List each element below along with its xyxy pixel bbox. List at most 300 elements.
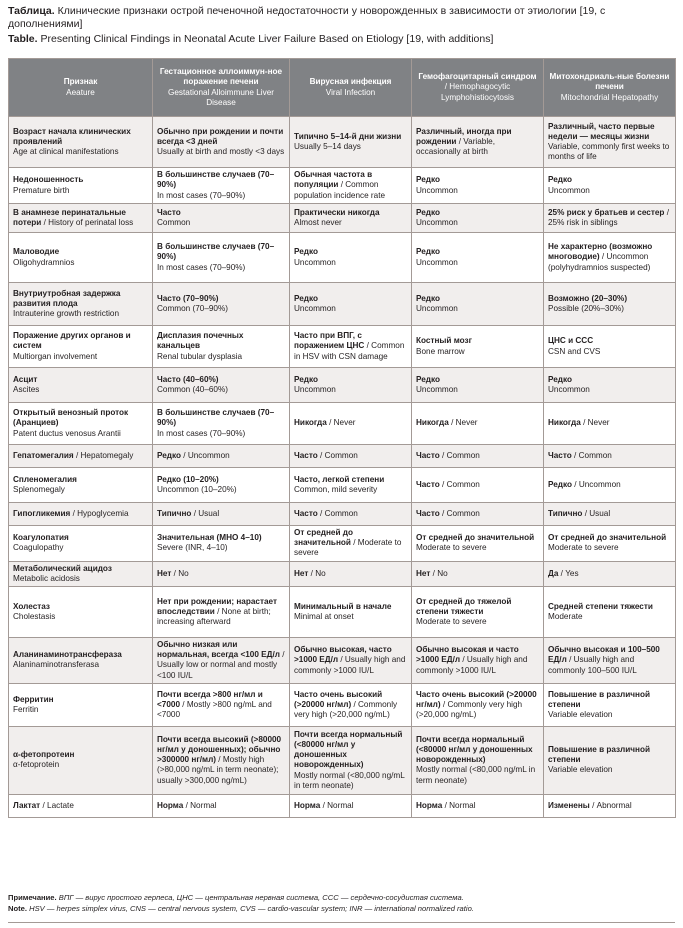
cell-en-text: Common (70–90%)	[157, 304, 228, 313]
cell-ru-text: Никогда	[548, 418, 581, 428]
cell-en-text: / Uncommon	[183, 450, 230, 460]
note-en	[8, 903, 675, 914]
cell-ru-text: Гипогликемия	[13, 508, 71, 518]
cell-ru-text: Редко	[294, 374, 318, 384]
cell-ru-text: Минимальный в начале	[294, 601, 392, 611]
cell-en-text: / 25% risk in siblings	[548, 207, 669, 227]
table-cell	[290, 368, 412, 403]
feature-cell	[9, 368, 153, 403]
cell-en-text: Minimal at onset	[294, 612, 354, 622]
cell-en-text: / Usual	[584, 508, 611, 518]
cell-ru-text: Средней степени тяжести	[548, 601, 653, 611]
cell-ru-text: ЦНС и ССС	[548, 336, 594, 346]
table-row	[9, 503, 676, 526]
table-cell	[412, 204, 544, 233]
table-cell	[153, 561, 290, 586]
table-row	[9, 326, 676, 368]
cell-en-text: Bone marrow	[416, 346, 465, 356]
table-cell	[544, 204, 676, 233]
header-cell	[9, 59, 153, 117]
cell-ru-text: Изменены	[548, 800, 590, 810]
cell-ru-text: Повышение в различной степени	[548, 689, 650, 709]
table-cell	[544, 326, 676, 368]
note-en-label: Note.	[8, 904, 27, 913]
table-cell	[153, 468, 290, 503]
cell-ru-text: Нет	[157, 568, 172, 578]
cell-en-text: / Lactate	[42, 800, 74, 810]
cell-ru-text: Редко	[416, 247, 440, 257]
table-cell	[290, 403, 412, 445]
feature-cell	[9, 445, 153, 468]
cell-ru-text: α-фетопротеин	[13, 750, 75, 760]
cell-ru-text: От средней до тяжелой степени тяжести	[416, 596, 512, 616]
cell-ru-text: От средней до значительной	[416, 533, 535, 543]
cell-ru-text: Часто очень высокий (>20000 нг/мл)	[416, 689, 537, 709]
table-cell	[290, 204, 412, 233]
cell-ru-text: Различный, часто первые недели — месяцы жизни	[548, 121, 655, 141]
table-cell	[544, 233, 676, 283]
table-cell	[290, 526, 412, 562]
header-ru: Митохондриаль-ные болезни печени	[549, 72, 670, 92]
cell-en-text: Almost never	[294, 218, 342, 227]
cell-ru-text: Костный мозг	[416, 336, 473, 346]
cell-en-text: Uncommon	[416, 385, 458, 394]
table-cell	[290, 561, 412, 586]
cell-ru-text: Коагулопатия	[13, 533, 69, 543]
header-cell	[153, 59, 290, 117]
cell-ru-text: Часто	[157, 207, 181, 217]
cell-en-text: / Usual	[193, 508, 220, 518]
caption-ru-text: Клинические признаки острой печеночной недостаточности у новорожденных в зависимости от этиологии [19, с дополнениями]	[8, 5, 606, 30]
cell-ru-text: В большинстве случаев (70–90%)	[157, 170, 275, 190]
table-row	[9, 368, 676, 403]
table-cell	[412, 283, 544, 326]
table-cell	[412, 503, 544, 526]
feature-cell	[9, 117, 153, 168]
note-en-text: HSV — herpes simplex virus, CNS — central nervous system, CVS — cardio-vascular system; INR — international normalized ratio.	[29, 904, 474, 913]
cell-en-text: / Common population incidence rate	[294, 180, 386, 200]
feature-cell	[9, 587, 153, 638]
cell-en-text: / Never	[329, 418, 356, 428]
cell-en-text: / Moderate to severe	[294, 538, 402, 558]
cell-ru-text: Возможно (20–30%)	[548, 293, 628, 303]
cell-ru-text: Норма	[157, 800, 184, 810]
cell-en-text: Uncommon	[294, 257, 336, 267]
table-notes	[8, 892, 675, 914]
cell-en-text: Uncommon	[548, 185, 590, 195]
table-cell	[544, 526, 676, 562]
cell-ru-text: Поражение других органов и систем	[13, 331, 131, 351]
feature-cell	[9, 233, 153, 283]
cell-en-text: Ascites	[13, 385, 40, 394]
cell-ru-text: В анамнезе перинатальные потери	[13, 207, 126, 227]
table-row	[9, 726, 676, 794]
cell-en-text: Alaninaminotransferasa	[13, 660, 100, 670]
cell-en-text: Common (40–60%)	[157, 385, 228, 394]
cell-en-text: Renal tubular dysplasia	[157, 351, 243, 361]
cell-ru-text: Не характерно (возможно многоводие)	[548, 242, 653, 262]
cell-en-text: / Never	[583, 418, 610, 428]
cell-en-text: Mostly normal (<80,000 ng/mL in term neonate)	[416, 765, 536, 785]
table-cell	[544, 283, 676, 326]
table-cell	[544, 683, 676, 726]
cell-en-text: / Normal	[322, 800, 354, 810]
cell-en-text: / Common	[574, 450, 612, 460]
table-cell	[412, 561, 544, 586]
cell-ru-text: Редко	[157, 450, 181, 460]
cell-en-text: Premature birth	[13, 185, 70, 195]
table-row	[9, 233, 676, 283]
table-cell	[544, 794, 676, 817]
cell-ru-text: Возраст начала клинических проявлений	[13, 126, 131, 146]
table-row	[9, 117, 676, 168]
table-cell	[544, 726, 676, 794]
table-cell	[290, 638, 412, 684]
cell-en-text: Possible (20%–30%)	[548, 304, 625, 313]
table-caption	[8, 5, 676, 48]
cell-ru-text: 25% риск у братьев и сестер	[548, 207, 665, 217]
cell-en-text: Uncommon	[294, 304, 336, 313]
cell-en-text: Severe (INR, 4–10)	[157, 543, 228, 553]
table-row	[9, 445, 676, 468]
table-cell	[544, 587, 676, 638]
table-cell	[153, 638, 290, 684]
table-cell	[412, 168, 544, 204]
cell-en-text: / Usually low or normal and mostly <100 IU/L	[157, 650, 285, 680]
table-cell	[544, 445, 676, 468]
cell-en-text: / Common	[442, 508, 480, 518]
cell-en-text: Uncommon	[416, 185, 458, 195]
cell-en-text: / Uncommon	[574, 479, 621, 489]
cell-ru-text: Норма	[294, 800, 321, 810]
cell-ru-text: Часто очень высокий (>20000 нг/мл)	[294, 689, 383, 709]
table-row	[9, 561, 676, 586]
cell-ru-text: Почти всегда нормальный (<80000 нг/мл у доношенных новорожденных)	[416, 734, 533, 765]
table-cell	[153, 233, 290, 283]
feature-cell	[9, 168, 153, 204]
cell-en-text: Intrauterine growth restriction	[13, 309, 120, 319]
cell-ru-text: Нет	[294, 568, 309, 578]
table-cell	[544, 638, 676, 684]
cell-ru-text: Часто (40–60%)	[157, 374, 219, 384]
cell-en-text: Coagulopathy	[13, 543, 64, 553]
table-cell	[290, 503, 412, 526]
table-row	[9, 204, 676, 233]
cell-en-text: Moderate to severe	[416, 543, 487, 553]
feature-cell	[9, 526, 153, 562]
feature-cell	[9, 726, 153, 794]
cell-ru-text: Норма	[416, 800, 443, 810]
cell-ru-text: В большинстве случаев (70–90%)	[157, 242, 275, 262]
cell-en-text: Uncommon (10–20%)	[157, 485, 237, 494]
cell-ru-text: От средней до значительной	[548, 533, 667, 543]
table-cell	[153, 204, 290, 233]
cell-en-text: / Mostly high (>80,000 ng/mL in term neonate); usually >300,000 ng/mL)	[157, 755, 279, 785]
table-cell	[544, 168, 676, 204]
cell-ru-text: Редко	[294, 293, 318, 303]
table-cell	[153, 403, 290, 445]
cell-en-text: Mostly normal (<80,000 ng/mL in term neonate)	[294, 770, 405, 790]
feature-cell	[9, 326, 153, 368]
table-cell	[412, 794, 544, 817]
cell-ru-text: Редко	[416, 374, 440, 384]
header-en: Viral Infection	[325, 87, 376, 97]
cell-en-text: / Common in HSV with CSN damage	[294, 341, 405, 361]
cell-ru-text: Часто (70–90%)	[157, 293, 219, 303]
cell-en-text: α-fetoprotein	[13, 760, 60, 770]
table-cell	[544, 403, 676, 445]
cell-ru-text: Нет	[416, 568, 431, 578]
cell-ru-text: Ферритин	[13, 694, 54, 704]
cell-en-text: In most cases (70–90%)	[157, 262, 246, 272]
table-cell	[412, 468, 544, 503]
table-cell	[153, 168, 290, 204]
cell-ru-text: Дисплазия почечных канальцев	[157, 331, 244, 351]
table-cell	[544, 468, 676, 503]
table-cell	[412, 683, 544, 726]
note-ru	[8, 892, 675, 903]
cell-en-text: Variable, commonly first weeks to months of life	[548, 142, 670, 162]
cell-ru-text: Редко	[416, 207, 440, 217]
cell-en-text: / Usually high and commonly >1000 IU/L	[416, 655, 528, 675]
cell-en-text: / Common	[320, 508, 358, 518]
table-cell	[153, 326, 290, 368]
header-ru: Гестационное аллоиммун-ное поражение печени	[159, 67, 283, 87]
cell-ru-text: Почти всегда >800 нг/мл и <7000	[157, 689, 263, 709]
cell-en-text: / Yes	[560, 568, 579, 578]
cell-ru-text: Редко	[548, 479, 572, 489]
table-cell	[153, 794, 290, 817]
table-body	[9, 117, 676, 818]
cell-ru-text: В большинстве случаев (70–90%)	[157, 408, 275, 428]
feature-cell	[9, 638, 153, 684]
header-en: / Hemophagocytic Lymphohistiocytosis	[441, 82, 514, 102]
caption-ru	[8, 5, 676, 31]
header-en: Aeature	[66, 87, 95, 97]
table-cell	[153, 117, 290, 168]
cell-ru-text: Да	[548, 568, 559, 578]
cell-en-text: Moderate to severe	[416, 617, 487, 627]
cell-ru-text: Часто при ВПГ, с поражением ЦНС	[294, 331, 365, 351]
cell-en-text: Usually at birth and mostly <3 days	[157, 147, 285, 157]
table-cell	[153, 445, 290, 468]
cell-ru-text: Почти всегда нормальный (<80000 нг/мл у доношенных новорожденных)	[294, 729, 403, 770]
cell-en-text: / Hepatomegaly	[75, 450, 134, 460]
table-cell	[290, 326, 412, 368]
note-ru-label: Примечание.	[8, 893, 57, 902]
table-cell	[290, 445, 412, 468]
table-cell	[290, 683, 412, 726]
table-cell	[412, 445, 544, 468]
cell-en-text: / No	[173, 568, 189, 578]
cell-ru-text: Часто	[416, 508, 440, 518]
cell-en-text: / Hypoglycemia	[72, 508, 129, 518]
cell-en-text: / Commonly very high (>20,000 ng/mL)	[294, 699, 398, 719]
cell-en-text: / Commonly very high (>20,000 ng/mL)	[416, 699, 523, 719]
cell-ru-text: Часто	[294, 450, 318, 460]
cell-ru-text: Никогда	[294, 418, 327, 428]
cell-ru-text: Обычная частота в популяции	[294, 170, 373, 190]
cell-ru-text: Недоношенность	[13, 175, 84, 185]
cell-en-text: / Usually high and commonly >1000 IU/L	[294, 655, 406, 675]
clinical-findings-table	[8, 58, 676, 818]
cell-en-text: / History of perinatal loss	[43, 218, 134, 227]
header-row	[9, 59, 676, 117]
cell-ru-text: Часто	[416, 450, 440, 460]
cell-ru-text: Обычно высокая и часто >1000 ЕД/л	[416, 645, 519, 665]
cell-ru-text: Редко	[294, 247, 318, 257]
table-cell	[412, 726, 544, 794]
table-cell	[544, 117, 676, 168]
cell-en-text: / Uncommon (polyhydramnios suspected)	[548, 252, 651, 272]
feature-cell	[9, 683, 153, 726]
table-cell	[290, 283, 412, 326]
cell-en-text: / Normal	[444, 800, 476, 810]
table-cell	[290, 794, 412, 817]
cell-en-text: Usually 5–14 days	[294, 142, 361, 151]
cell-ru-text: Типично 5–14-й дни жизни	[294, 131, 402, 141]
cell-ru-text: Часто	[548, 450, 572, 460]
cell-en-text: CSN and CVS	[548, 346, 601, 356]
cell-en-text: Uncommon	[294, 385, 336, 394]
table-cell	[153, 503, 290, 526]
table-row	[9, 526, 676, 562]
cell-en-text: / Abnormal	[592, 800, 632, 810]
cell-ru-text: Редко	[548, 374, 572, 384]
cell-en-text: Uncommon	[416, 257, 458, 267]
cell-en-text: / No	[432, 568, 448, 578]
table-cell	[290, 468, 412, 503]
cell-en-text: / Common	[320, 450, 358, 460]
cell-en-text: / Variable, occasionally at birth	[416, 136, 496, 157]
cell-ru-text: Лактат	[13, 800, 41, 810]
cell-ru-text: Практически никогда	[294, 207, 380, 217]
cell-en-text: Uncommon	[416, 218, 458, 227]
table-row	[9, 403, 676, 445]
cell-en-text: Metabolic acidosis	[13, 573, 80, 583]
cell-ru-text: Аланинаминотрансфераза	[13, 650, 122, 660]
table-cell	[290, 117, 412, 168]
table-row	[9, 683, 676, 726]
cell-en-text: Oligohydramnios	[13, 257, 75, 267]
cell-en-text: / Usually high and commonly 100–500 IU/L	[548, 655, 637, 675]
cell-ru-text: От средней до значительной	[294, 528, 353, 548]
cell-ru-text: Почти всегда высокий (>80000 нг/мл у доношенных); обычно >300000 нг/мл)	[157, 734, 282, 765]
note-ru-text: ВПГ — вирус простого герпеса, ЦНС — центральная нервная система, ССС — сердечно-сосудистая система.	[58, 893, 464, 902]
cell-ru-text: Часто	[294, 508, 318, 518]
cell-ru-text: Спленомегалия	[13, 474, 77, 484]
table-row	[9, 283, 676, 326]
cell-ru-text: Открытый венозный проток (Аранциев)	[13, 408, 129, 428]
cell-en-text: Multiorgan involvement	[13, 351, 98, 361]
table-cell	[412, 403, 544, 445]
cell-ru-text: Внутриутробная задержка развития плода	[13, 288, 121, 308]
cell-ru-text: Обычно низкая или нормальная, всегда <100 ЕД/л	[157, 640, 280, 660]
cell-ru-text: Редко (10–20%)	[157, 474, 219, 484]
feature-cell	[9, 561, 153, 586]
table-cell	[153, 368, 290, 403]
cell-en-text: / Mostly >800 ng/mL and <7000	[157, 699, 272, 719]
table-cell	[290, 168, 412, 204]
cell-ru-text: Обычно высокая, часто >1000 ЕД/л	[294, 645, 392, 665]
cell-en-text: / Normal	[185, 800, 217, 810]
cell-en-text: Ferritin	[13, 704, 39, 714]
cell-en-text: / No	[310, 568, 326, 578]
header-cell	[412, 59, 544, 117]
cell-ru-text: Типично	[157, 508, 192, 518]
cell-en-text: Common, mild severity	[294, 485, 378, 494]
cell-en-text: In most cases (70–90%)	[157, 428, 246, 438]
table-row	[9, 587, 676, 638]
table-cell	[153, 726, 290, 794]
cell-en-text: Uncommon	[416, 304, 458, 313]
table-cell	[412, 587, 544, 638]
table-cell	[412, 638, 544, 684]
cell-ru-text: Различный, иногда при рождении	[416, 126, 512, 146]
header-cell	[544, 59, 676, 117]
table-bottom-rule	[8, 922, 675, 923]
feature-cell	[9, 503, 153, 526]
caption-en	[8, 33, 676, 46]
cell-ru-text: Обычно высокая и 100–500 ЕД/л	[548, 645, 660, 665]
cell-ru-text: Редко	[548, 175, 572, 185]
cell-ru-text: Нет при рождении; нарастает впоследствии	[157, 596, 277, 616]
table-cell	[544, 561, 676, 586]
table-cell	[412, 368, 544, 403]
cell-en-text: Uncommon	[548, 385, 590, 394]
table-cell	[153, 683, 290, 726]
cell-en-text: / Never	[451, 418, 478, 428]
cell-ru-text: Маловодие	[13, 247, 60, 257]
table-cell	[290, 587, 412, 638]
header-en: Gestational Alloimmune Liver Disease	[167, 87, 275, 107]
table-row	[9, 638, 676, 684]
table-cell	[290, 726, 412, 794]
cell-en-text: Common	[157, 218, 191, 227]
cell-ru-text: Часто	[416, 479, 440, 489]
cell-ru-text: Никогда	[416, 418, 449, 428]
cell-en-text: Cholestasis	[13, 612, 56, 622]
cell-en-text: Variable elevation	[548, 765, 613, 775]
cell-ru-text: Обычно при рождении и почти всегда <3 дней	[157, 126, 284, 146]
cell-en-text: / None at birth; increasing afterward	[157, 606, 271, 627]
cell-ru-text: Часто, легкой степени	[294, 474, 385, 484]
table-row	[9, 468, 676, 503]
feature-cell	[9, 794, 153, 817]
cell-ru-text: Повышение в различной степени	[548, 745, 650, 765]
table-cell	[153, 587, 290, 638]
cell-en-text: / Common	[442, 450, 480, 460]
table-row	[9, 794, 676, 817]
table-cell	[153, 283, 290, 326]
cell-en-text: Moderate	[548, 612, 583, 622]
cell-ru-text: Асцит	[13, 374, 38, 384]
header-ru: Признак	[63, 77, 98, 87]
cell-ru-text: Значительная (МНО 4–10)	[157, 533, 262, 543]
caption-ru-label: Таблица.	[8, 5, 55, 17]
table-cell	[544, 503, 676, 526]
cell-ru-text: Редко	[416, 175, 440, 185]
caption-en-text: Presenting Clinical Findings in Neonatal Acute Liver Failure Based on Etiology [19, with additions]	[40, 33, 494, 45]
table-cell	[412, 326, 544, 368]
header-ru: Вирусная инфекция	[309, 77, 392, 87]
header-ru: Гемофагоцитарный синдром	[418, 72, 537, 82]
caption-en-label: Table.	[8, 33, 38, 45]
table-row	[9, 168, 676, 204]
header-en: Mitochondrial Hepatopathy	[560, 92, 659, 102]
feature-cell	[9, 283, 153, 326]
table-cell	[290, 233, 412, 283]
